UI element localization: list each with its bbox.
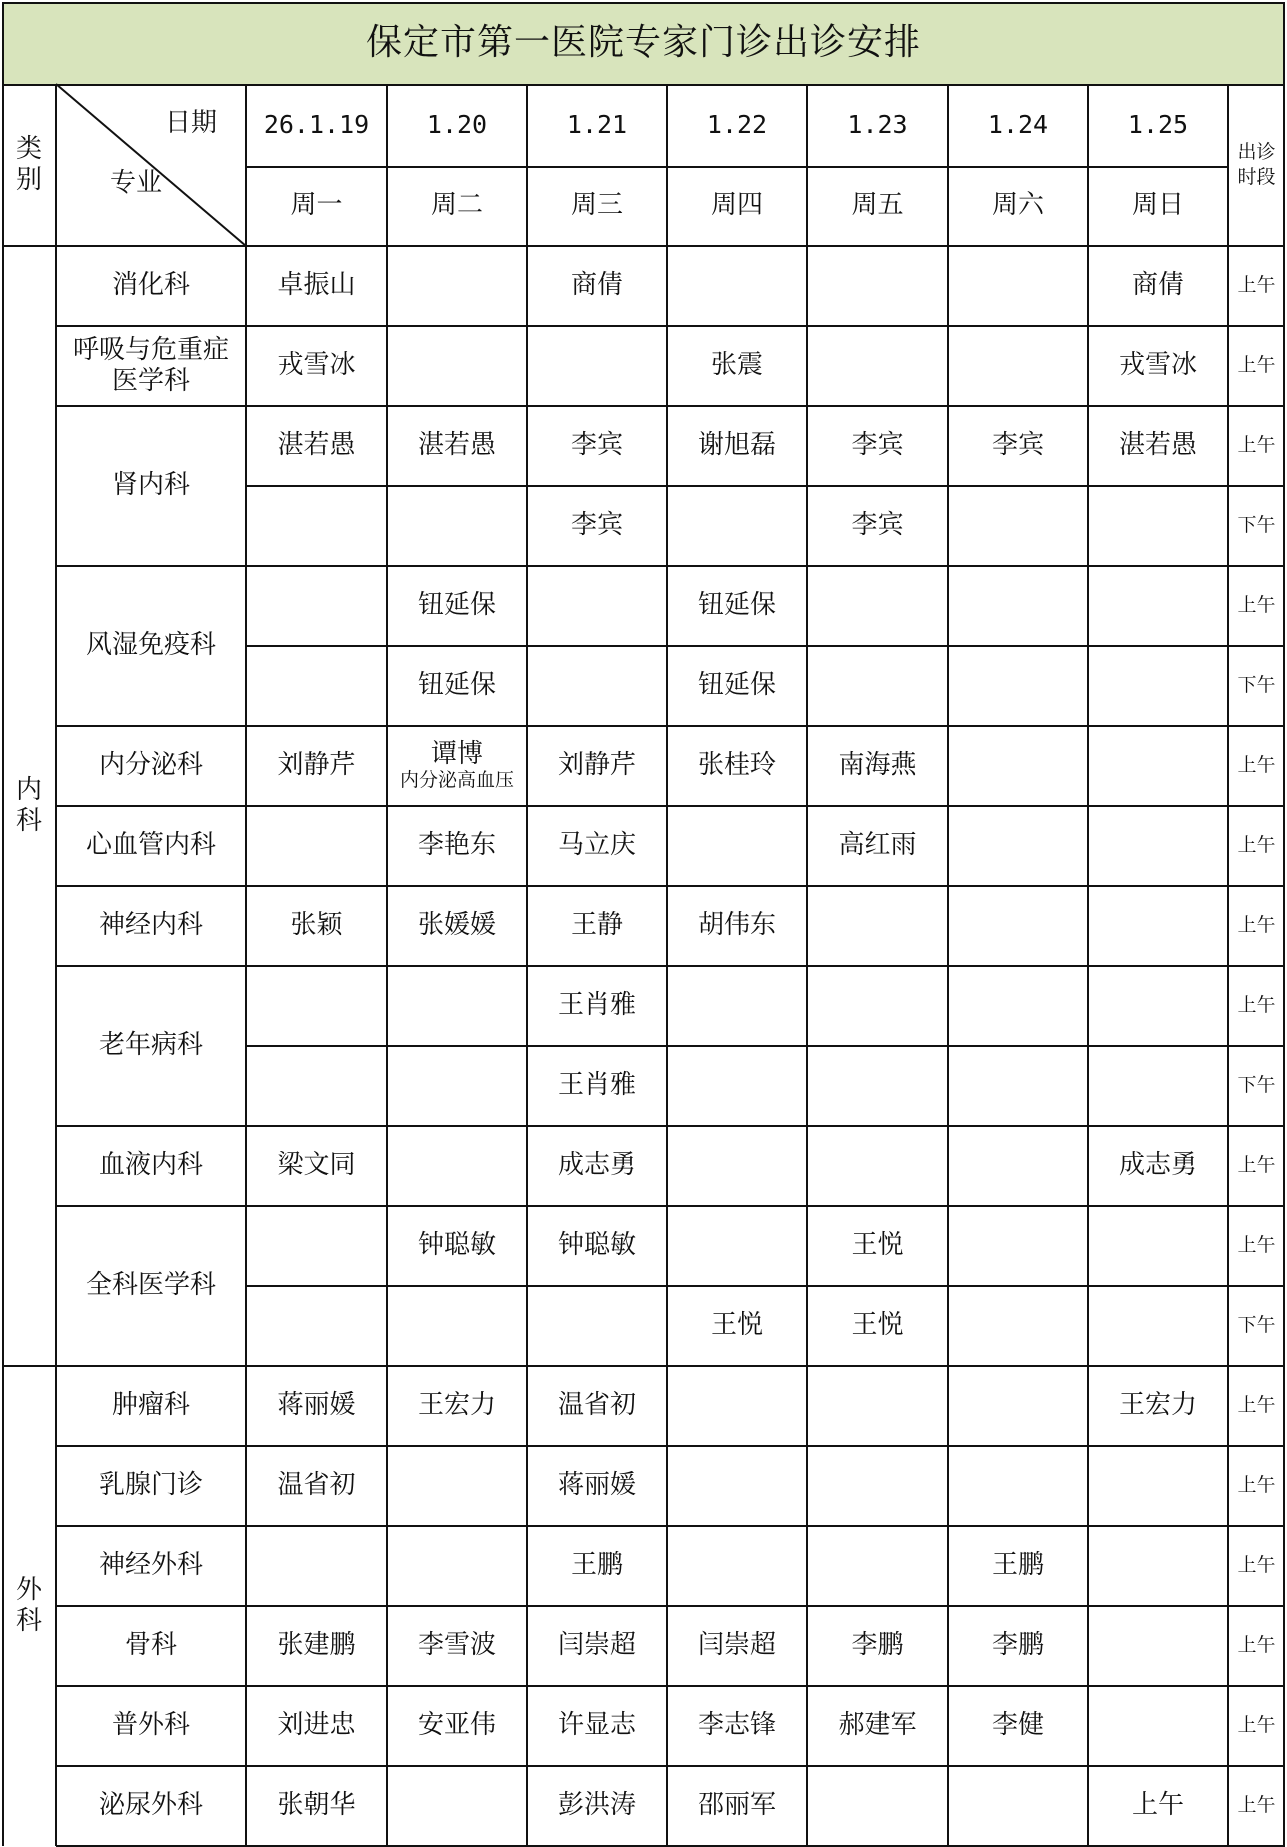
date-header: 1.20 — [426, 109, 488, 139]
department-name: 消化科 — [111, 270, 190, 301]
schedule-cell: 钮延保 — [417, 590, 496, 621]
schedule-cell: 商倩 — [1131, 270, 1184, 301]
category-label: 内 科 — [15, 774, 42, 836]
schedule-cell — [1088, 1206, 1228, 1286]
schedule-cell: 彭洪涛 — [557, 1790, 636, 1821]
schedule-cell — [667, 1366, 807, 1446]
schedule-cell: 张朝华 — [277, 1790, 356, 1821]
schedule-cell — [948, 1766, 1088, 1846]
session-cell: 上午 — [1237, 1634, 1276, 1657]
date-header: 1.25 — [1127, 109, 1189, 139]
schedule-cell — [807, 1046, 948, 1126]
row-line — [56, 405, 1285, 407]
schedule-cell: 李宾 — [991, 430, 1044, 461]
weekday-header: 周六 — [991, 190, 1044, 221]
row-line — [246, 485, 1285, 487]
schedule-cell: 成志勇 — [1118, 1150, 1197, 1181]
schedule-cell: 戎雪冰 — [277, 350, 356, 381]
session-cell: 上午 — [1237, 1154, 1276, 1177]
weekday-header: 周五 — [851, 190, 904, 221]
schedule-cell — [1088, 726, 1228, 806]
schedule-cell: 钮延保 — [697, 670, 776, 701]
schedule-cell — [807, 326, 948, 406]
schedule-cell: 王悦 — [710, 1310, 763, 1341]
schedule-cell: 李艳东 — [417, 830, 496, 861]
schedule-cell: 戎雪冰 — [1118, 350, 1197, 381]
schedule-cell — [807, 1126, 948, 1206]
schedule-cell: 王静 — [570, 910, 623, 941]
doctor-name: 谭博 — [430, 739, 483, 770]
schedule-cell — [807, 966, 948, 1046]
department-name: 心血管内科 — [85, 830, 216, 861]
department-name: 血液内科 — [98, 1150, 203, 1181]
date-axis-label: 日期 — [164, 108, 217, 139]
category-label: 外 科 — [15, 1574, 42, 1636]
category-header: 类 别 — [15, 133, 42, 195]
row-line — [56, 1605, 1285, 1607]
schedule-cell — [807, 246, 948, 326]
schedule-cell — [527, 1286, 667, 1366]
schedule-cell — [948, 486, 1088, 566]
schedule-cell: 张建鹏 — [277, 1630, 356, 1661]
schedule-cell: 梁文同 — [277, 1150, 356, 1181]
schedule-cell — [1088, 1606, 1228, 1686]
schedule-cell: 商倩 — [570, 270, 623, 301]
session-cell: 上午 — [1237, 994, 1276, 1017]
schedule-cell — [948, 806, 1088, 886]
session-cell: 上午 — [1237, 274, 1276, 297]
schedule-cell — [807, 566, 948, 646]
schedule-cell — [246, 566, 387, 646]
session-cell: 上午 — [1237, 1474, 1276, 1497]
row-line — [246, 1045, 1285, 1047]
schedule-cell: 刘静芹 — [557, 750, 636, 781]
schedule-cell: 温省初 — [277, 1470, 356, 1501]
schedule-cell — [1088, 486, 1228, 566]
row-line — [56, 1205, 1285, 1207]
session-cell: 上午 — [1237, 1234, 1276, 1257]
schedule-cell — [667, 486, 807, 566]
schedule-cell — [1088, 1446, 1228, 1526]
schedule-cell — [246, 966, 387, 1046]
schedule-cell — [246, 1046, 387, 1126]
session-cell: 上午 — [1237, 434, 1276, 457]
schedule-cell: 王鹏 — [570, 1550, 623, 1581]
schedule-cell — [387, 246, 527, 326]
schedule-cell: 上午 — [1131, 1790, 1184, 1821]
schedule-cell — [667, 246, 807, 326]
department-name: 老年病科 — [98, 1030, 203, 1061]
schedule-cell — [667, 1046, 807, 1126]
schedule-cell — [246, 646, 387, 726]
schedule-cell: 刘进忠 — [277, 1710, 356, 1741]
schedule-cell: 成志勇 — [557, 1150, 636, 1181]
schedule-cell — [948, 326, 1088, 406]
schedule-cell: 李健 — [991, 1710, 1044, 1741]
schedule-cell: 蒋丽媛 — [277, 1390, 356, 1421]
schedule-cell — [387, 966, 527, 1046]
row-line — [56, 1365, 1285, 1367]
schedule-cell: 李鹏 — [991, 1630, 1044, 1661]
schedule-cell: 湛若愚 — [417, 430, 496, 461]
header-diagonal — [56, 84, 246, 246]
schedule-cell: 王鹏 — [991, 1550, 1044, 1581]
schedule-cell — [387, 1126, 527, 1206]
session-header: 出诊时段 — [1237, 141, 1276, 188]
date-header: 1.24 — [987, 109, 1049, 139]
diagonal-line — [56, 84, 246, 246]
row-line — [56, 325, 1285, 327]
schedule-cell: 王悦 — [851, 1230, 904, 1261]
date-header: 26.1.19 — [263, 109, 370, 139]
schedule-cell: 张震 — [710, 350, 763, 381]
weekday-header: 周四 — [710, 190, 763, 221]
schedule-cell — [1088, 806, 1228, 886]
schedule-cell: 高红雨 — [838, 830, 917, 861]
schedule-cell: 湛若愚 — [277, 430, 356, 461]
schedule-cell: 许显志 — [557, 1710, 636, 1741]
schedule-cell: 温省初 — [557, 1390, 636, 1421]
schedule-cell — [527, 566, 667, 646]
schedule-cell — [387, 1526, 527, 1606]
schedule-cell: 郝建军 — [838, 1710, 917, 1741]
schedule-cell — [387, 1766, 527, 1846]
schedule-cell — [948, 966, 1088, 1046]
specialty-axis-label: 专业 — [109, 168, 162, 199]
session-cell: 下午 — [1237, 674, 1276, 697]
department-name: 神经外科 — [98, 1550, 203, 1581]
schedule-cell: 蒋丽媛 — [557, 1470, 636, 1501]
schedule-cell — [807, 646, 948, 726]
header-mid-line — [246, 166, 1228, 168]
schedule-cell: 谢旭磊 — [697, 430, 776, 461]
schedule-cell — [807, 886, 948, 966]
schedule-cell: 李志锋 — [697, 1710, 776, 1741]
date-header: 1.21 — [566, 109, 628, 139]
schedule-cell — [948, 566, 1088, 646]
row-line — [56, 1445, 1285, 1447]
department-name: 普外科 — [111, 1710, 190, 1741]
department-name: 肾内科 — [111, 470, 190, 501]
schedule-cell: 钟聪敏 — [557, 1230, 636, 1261]
session-cell: 下午 — [1237, 1074, 1276, 1097]
row-line — [56, 1125, 1285, 1127]
session-cell: 上午 — [1237, 1394, 1276, 1417]
weekday-header: 周日 — [1131, 190, 1184, 221]
schedule-cell: 钟聪敏 — [417, 1230, 496, 1261]
session-cell: 上午 — [1237, 594, 1276, 617]
schedule-cell — [807, 1446, 948, 1526]
schedule-cell — [667, 1206, 807, 1286]
row-line — [56, 805, 1285, 807]
department-name: 呼吸与危重症医学科 — [72, 334, 229, 396]
header-bottom-line — [2, 245, 1285, 247]
schedule-cell — [948, 1046, 1088, 1126]
department-name: 内分泌科 — [98, 750, 203, 781]
row-line — [56, 1685, 1285, 1687]
schedule-cell — [387, 1446, 527, 1526]
schedule-cell — [387, 1286, 527, 1366]
schedule-cell — [667, 1526, 807, 1606]
schedule-cell — [527, 326, 667, 406]
schedule-cell — [246, 486, 387, 566]
schedule-cell: 张颖 — [290, 910, 343, 941]
weekday-header: 周二 — [430, 190, 483, 221]
schedule-cell — [807, 1526, 948, 1606]
session-cell: 上午 — [1237, 834, 1276, 857]
schedule-cell — [387, 1046, 527, 1126]
schedule-cell: 王悦 — [851, 1310, 904, 1341]
schedule-cell — [1088, 886, 1228, 966]
schedule-cell — [387, 726, 527, 806]
schedule-cell — [667, 806, 807, 886]
weekday-header: 周三 — [570, 190, 623, 221]
session-cell: 上午 — [1237, 354, 1276, 377]
schedule-cell — [667, 1446, 807, 1526]
schedule-cell — [387, 326, 527, 406]
schedule-cell — [948, 886, 1088, 966]
row-line — [246, 645, 1285, 647]
session-cell: 上午 — [1237, 1554, 1276, 1577]
department-name: 全科医学科 — [85, 1270, 216, 1301]
schedule-cell — [667, 1126, 807, 1206]
schedule-cell — [1088, 1046, 1228, 1126]
row-line — [56, 1525, 1285, 1527]
frame-right — [1283, 2, 1285, 1846]
schedule-cell — [246, 1286, 387, 1366]
row-line — [56, 965, 1285, 967]
schedule-cell — [807, 1766, 948, 1846]
schedule-cell: 王宏力 — [1118, 1390, 1197, 1421]
schedule-cell — [527, 646, 667, 726]
schedule-cell — [948, 726, 1088, 806]
schedule-cell: 张媛媛 — [417, 910, 496, 941]
schedule-cell — [948, 1366, 1088, 1446]
schedule-cell — [1088, 1526, 1228, 1606]
frame-top — [2, 2, 1285, 4]
frame-left — [2, 2, 4, 1846]
schedule-cell — [948, 246, 1088, 326]
schedule-cell: 胡伟东 — [697, 910, 776, 941]
schedule-cell: 安亚伟 — [417, 1710, 496, 1741]
schedule-cell — [246, 806, 387, 886]
session-cell: 上午 — [1237, 1794, 1276, 1817]
schedule-cell — [246, 1526, 387, 1606]
department-name: 骨科 — [124, 1630, 177, 1661]
row-line — [56, 1765, 1285, 1767]
schedule-cell — [1088, 566, 1228, 646]
schedule-cell — [1088, 1686, 1228, 1766]
schedule-cell: 张桂玲 — [697, 750, 776, 781]
session-cell: 上午 — [1237, 754, 1276, 777]
department-name: 乳腺门诊 — [98, 1470, 203, 1501]
title-divider — [2, 84, 1285, 86]
schedule-cell: 南海燕 — [838, 750, 917, 781]
department-name: 肿瘤科 — [111, 1390, 190, 1421]
session-cell: 上午 — [1237, 1714, 1276, 1737]
department-name: 泌尿外科 — [98, 1790, 203, 1821]
schedule-cell: 钮延保 — [697, 590, 776, 621]
row-line — [246, 1285, 1285, 1287]
date-header: 1.22 — [706, 109, 768, 139]
schedule-cell: 闫崇超 — [557, 1630, 636, 1661]
session-cell: 上午 — [1237, 914, 1276, 937]
schedule-cell: 邵丽军 — [697, 1790, 776, 1821]
schedule-cell — [1088, 966, 1228, 1046]
department-name: 风湿免疫科 — [85, 630, 216, 661]
schedule-cell — [948, 1206, 1088, 1286]
schedule-cell — [1088, 646, 1228, 726]
row-line — [56, 885, 1285, 887]
schedule-cell: 湛若愚 — [1118, 430, 1197, 461]
schedule-cell: 李宾 — [851, 430, 904, 461]
schedule-cell: 李宾 — [851, 510, 904, 541]
schedule-cell: 马立庆 — [557, 830, 636, 861]
doctor-note: 内分泌高血压 — [399, 769, 514, 792]
date-header: 1.23 — [847, 109, 908, 139]
schedule-cell: 闫崇超 — [697, 1630, 776, 1661]
schedule-cell: 李鹏 — [851, 1630, 904, 1661]
schedule-cell — [667, 966, 807, 1046]
schedule-cell — [948, 1126, 1088, 1206]
schedule-cell: 刘静芹 — [277, 750, 356, 781]
schedule-cell — [387, 486, 527, 566]
schedule-cell — [1088, 1286, 1228, 1366]
schedule-cell — [948, 1286, 1088, 1366]
schedule-cell — [246, 1206, 387, 1286]
schedule-cell — [807, 1366, 948, 1446]
schedule-cell — [948, 646, 1088, 726]
weekday-header: 周一 — [290, 190, 343, 221]
schedule-cell: 王宏力 — [417, 1390, 496, 1421]
page-title: 保定市第一医院专家门诊出诊安排 — [2, 2, 1285, 84]
schedule-cell: 卓振山 — [277, 270, 356, 301]
schedule-cell: 王肖雅 — [557, 990, 636, 1021]
schedule-cell: 李宾 — [570, 510, 623, 541]
session-cell: 下午 — [1237, 1314, 1276, 1337]
row-line — [56, 725, 1285, 727]
schedule-cell: 钮延保 — [417, 670, 496, 701]
department-name: 神经内科 — [98, 910, 203, 941]
schedule-cell: 李雪波 — [417, 1630, 496, 1661]
schedule-cell — [948, 1446, 1088, 1526]
schedule-sheet — [2, 2, 1285, 1833]
session-cell: 下午 — [1237, 514, 1276, 537]
schedule-cell: 李宾 — [570, 430, 623, 461]
schedule-cell: 王肖雅 — [557, 1070, 636, 1101]
row-line — [56, 565, 1285, 567]
